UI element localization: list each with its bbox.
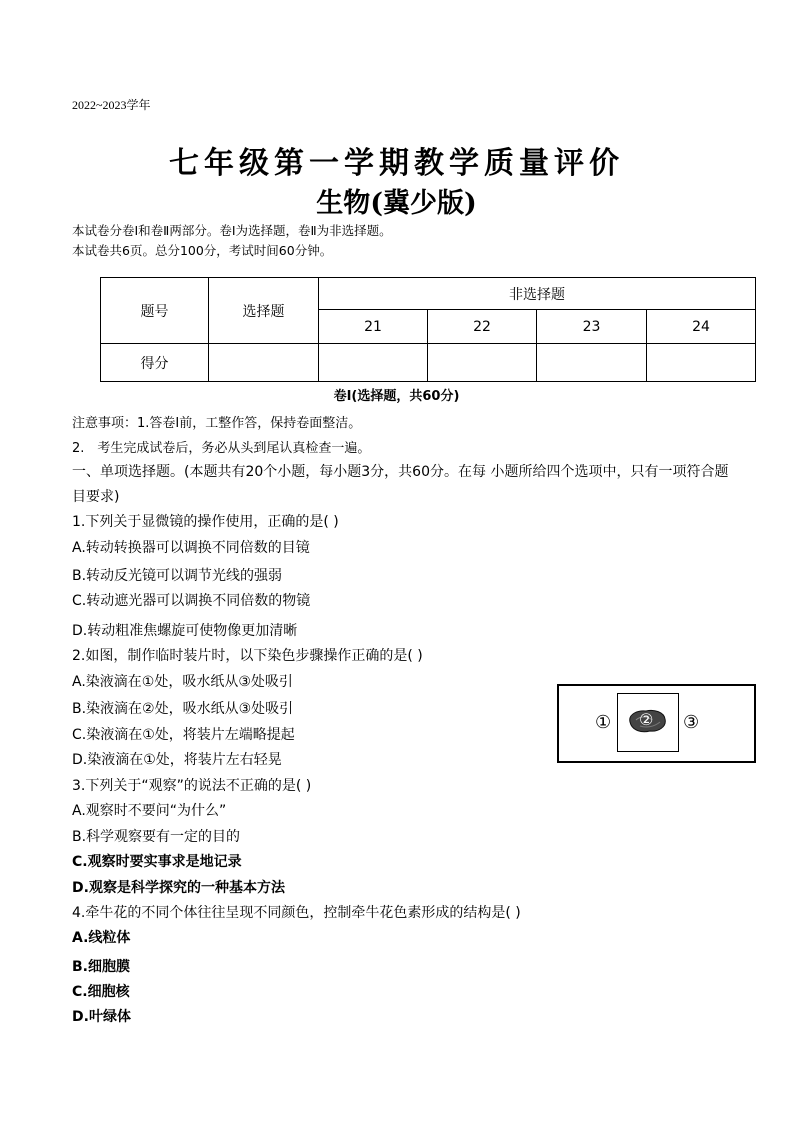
school-year: 2022~2023学年: [72, 98, 151, 112]
question-4-option-d: D.叶绿体: [72, 1009, 131, 1025]
score-cell-23: [537, 344, 647, 382]
score-table-nonchoice-header: 非选择题: [319, 278, 756, 310]
question-1-option-a: A.转动转换器可以调换不同倍数的目镜: [72, 540, 310, 556]
question-2-option-c: C.染液滴在①处，将装片左端略提起: [72, 727, 295, 743]
notice-line-1: 注意事项：1.答卷Ⅰ前，工整作答，保持卷面整洁。: [72, 416, 362, 431]
question-1-stem: 1.下列关于显微镜的操作使用，正确的是( ): [72, 514, 339, 530]
question-3-option-d: D.观察是科学探究的一种基本方法: [72, 880, 285, 896]
question-3-option-c: C.观察时要实事求是地记录: [72, 854, 242, 870]
question-1-option-c: C.转动遮光器可以调换不同倍数的物镜: [72, 593, 311, 609]
question-3-stem: 3.下列关于“观察”的说法不正确的是( ): [72, 778, 312, 794]
instruction-line-1: 一、单项选择题。(本题共有20个小题，每小题3分，共60分。在每 小题所给四个选项中，只有一项符合题: [72, 464, 729, 480]
question-4-option-a: A.线粒体: [72, 930, 131, 946]
score-cell-24: [647, 344, 756, 382]
score-table-col-23: 23: [537, 310, 647, 344]
score-table: [100, 277, 756, 382]
score-table-label-number: 题号: [101, 278, 209, 344]
notice-line-2: 2. 考生完成试卷后，务必从头到尾认真检查一遍。: [72, 441, 371, 456]
score-table-col-24: 24: [647, 310, 756, 344]
question-2-option-b: B.染液滴在②处，吸水纸从③处吸引: [72, 701, 294, 717]
score-table-col-22: 22: [428, 310, 537, 344]
score-cell-21: [319, 344, 428, 382]
question-4-stem: 4.牵牛花的不同个体往往呈现不同颜色，控制牵牛花色素形成的结构是( ): [72, 905, 521, 921]
exam-note-pages: 本试卷共6页。总分100分，考试时间60分钟。: [72, 243, 333, 258]
exam-note-parts: 本试卷分卷Ⅰ和卷Ⅱ两部分。卷Ⅰ为选择题，卷Ⅱ为非选择题。: [72, 223, 392, 238]
question-2-stem: 2.如图，制作临时装片时，以下染色步骤操作正确的是( ): [72, 648, 423, 664]
score-table-label-score: 得分: [101, 344, 209, 382]
question-4-option-c: C.细胞核: [72, 984, 130, 1000]
question-3-option-a: A.观察时不要问“为什么”: [72, 803, 227, 819]
score-cell-choice: [209, 344, 319, 382]
question-1-option-b: B.转动反光镜可以调节光线的强弱: [72, 568, 283, 584]
question-2-option-a: A.染液滴在①处，吸水纸从③处吸引: [72, 674, 293, 690]
coverslip-outline: [617, 693, 679, 752]
score-table-col-21: 21: [319, 310, 428, 344]
mark-1-label: ①: [595, 712, 612, 733]
question-2-option-d: D.染液滴在①处，将装片左右轻晃: [72, 752, 282, 768]
score-table-choice-header: 选择题: [209, 278, 319, 344]
instruction-line-2: 目要求): [72, 489, 120, 505]
question-1-option-d: D.转动粗准焦螺旋可使物像更加清晰: [72, 623, 298, 639]
exam-subtitle: 生物(冀少版): [316, 188, 477, 219]
mark-3-label: ③: [683, 712, 700, 733]
mark-2-label: ②: [639, 710, 654, 729]
exam-title: 七年级第一学期教学质量评价: [169, 146, 624, 181]
score-cell-22: [428, 344, 537, 382]
slide-figure: [557, 684, 756, 763]
question-4-option-b: B.细胞膜: [72, 959, 130, 975]
section-heading: 卷Ⅰ(选择题，共60分): [333, 389, 460, 404]
question-3-option-b: B.科学观察要有一定的目的: [72, 829, 241, 845]
